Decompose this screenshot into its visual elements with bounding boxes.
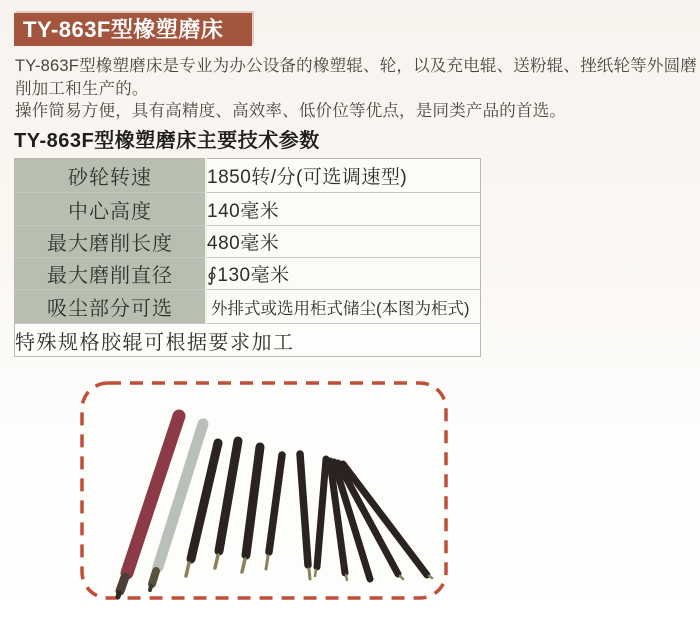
red-roller-shaft [118, 593, 119, 597]
spec-label: 吸尘部分可选 [15, 290, 207, 324]
spec-row [15, 258, 481, 290]
black-roller-10-shaft [429, 576, 432, 578]
white-roller-shaft [150, 586, 151, 590]
white-roller-tip [152, 571, 156, 584]
red-roller-tip [120, 577, 125, 591]
spec-row [15, 193, 481, 226]
black-roller-4-shaft [266, 556, 268, 569]
spec-value: ∮130毫米 [206, 258, 481, 290]
black-roller-7-shaft [346, 575, 347, 580]
spec-footer-row [15, 324, 481, 357]
spec-row [15, 290, 481, 324]
spec-label: 最大磨削长度 [15, 226, 207, 258]
rollers-photo-svg [70, 375, 455, 610]
intro-line-2: 削加工和生产的。 [15, 79, 149, 98]
section-heading: TY-863F型橡塑磨床主要技术参数 [14, 130, 320, 152]
spec-row [15, 226, 481, 258]
rollers-photo [70, 375, 455, 610]
intro-paragraph [15, 55, 697, 123]
intro-line-3: 操作简易方便，具有高精度、高效率、低价位等优点，是同类产品的首选。 [15, 102, 567, 120]
black-roller-5-shaft [309, 569, 310, 579]
spec-label: 最大磨削直径 [15, 258, 207, 290]
page-title: TY-863F型橡塑磨床 [23, 17, 224, 42]
spec-footer-note: 特殊规格胶辊可根据要求加工 [15, 324, 481, 357]
spec-value: 480毫米 [206, 226, 481, 258]
intro-line-1: TY-863F型橡塑磨床是专业为办公设备的橡塑辊、轮，以及充电辊、送粉辊、挫纸轮等外圆磨 [15, 57, 697, 75]
spec-value: 1850转/分(可选调速型) [206, 159, 481, 193]
page-title-bar [14, 13, 252, 46]
spec-row [15, 159, 481, 193]
black-roller-6-shaft [315, 570, 316, 576]
spec-value: 140毫米 [206, 193, 481, 226]
spec-label: 中心高度 [15, 193, 207, 226]
spec-value: 外排式或选用柜式储尘(本图为柜式) [206, 290, 481, 324]
spec-label: 砂轮转速 [15, 159, 207, 193]
spec-table [14, 158, 481, 357]
